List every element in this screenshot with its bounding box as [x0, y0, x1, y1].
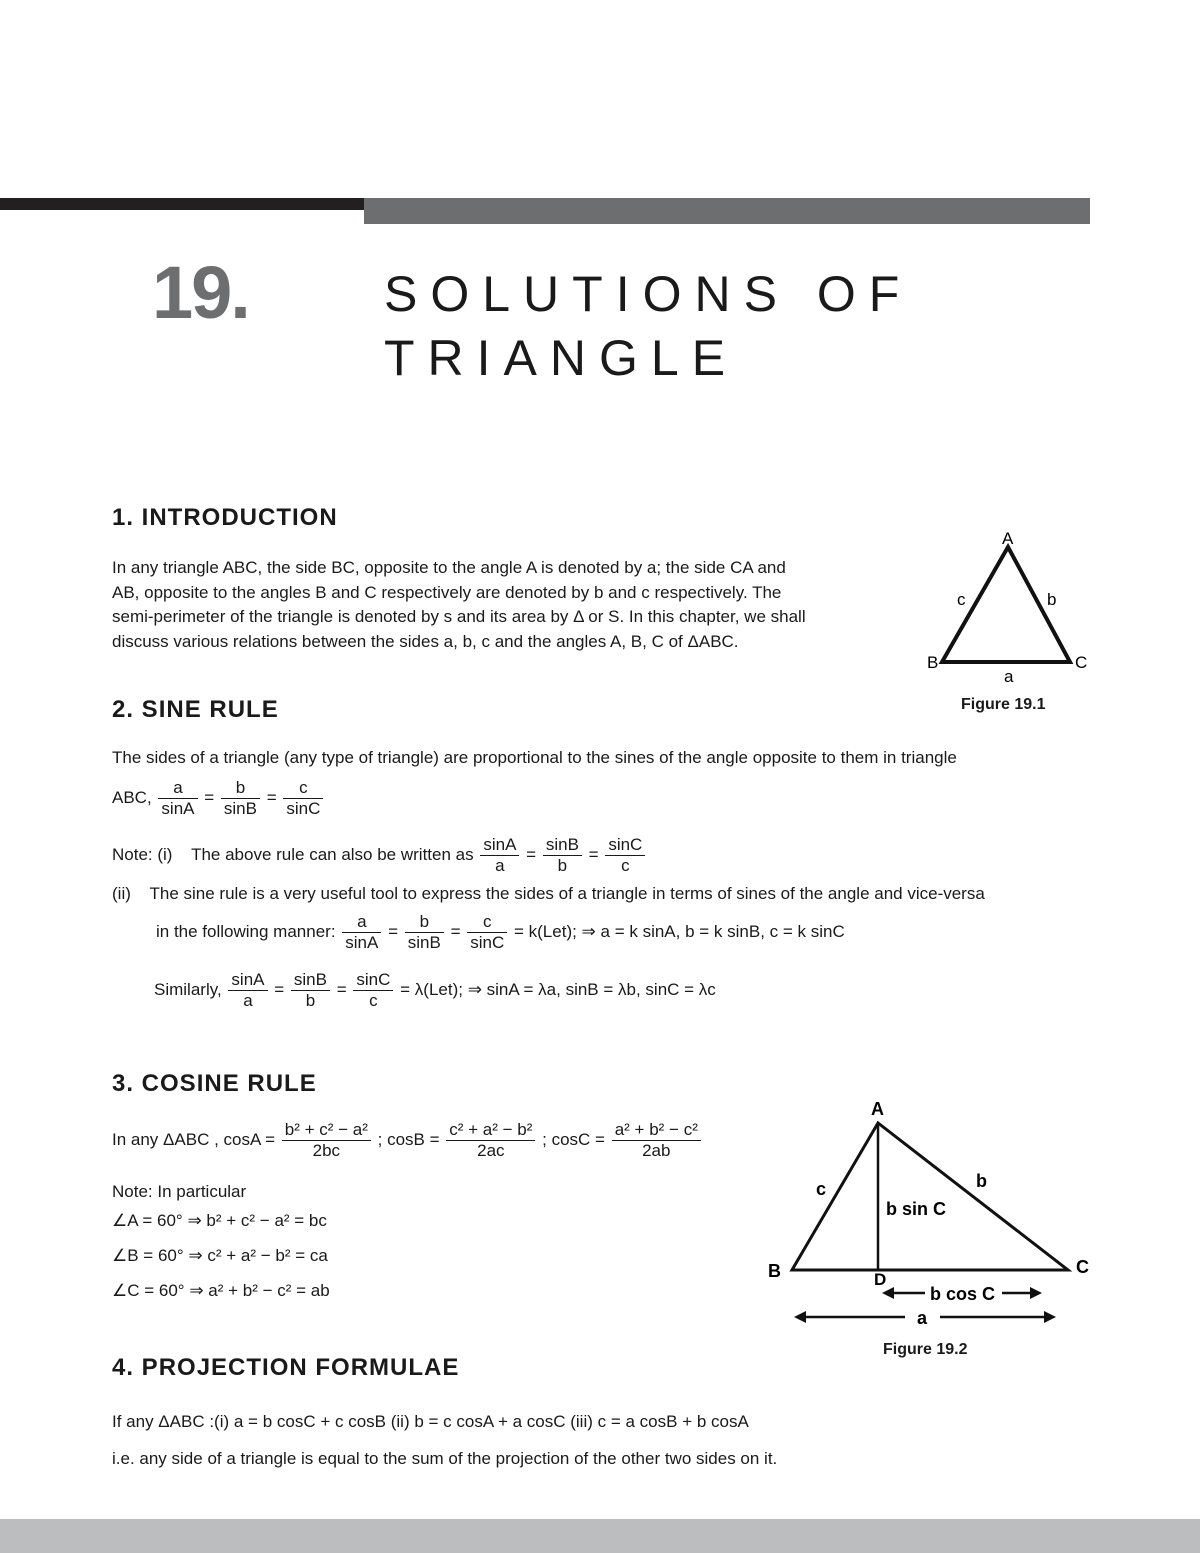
sine-line1: The sides of a triangle (any type of triangle) are proportional to the sines of the angle opposite to them in triangle: [112, 748, 957, 767]
fig1-label-b: b: [1047, 590, 1057, 609]
sine-manner-formula: in the following manner: $\frac{a}{\sin A}$ = $\frac{b}{\sin B}$ = $\frac{c}{\sin C}$ = k(Let); ⇒ a = k sinA, b = k sinB, c = k sinC: [156, 912, 845, 952]
intro-line4: discuss various relations between the sides a, b, c and the angles A, B, C of ΔABC.: [112, 631, 739, 651]
cosine-case-B: ∠B = 60° ⇒ c² + a² − b² = ca: [112, 1246, 328, 1265]
triangle-abc-shape: [792, 1123, 1068, 1270]
fig2-label-C: C: [1076, 1257, 1089, 1277]
sine-abc-label: ABC,: [112, 787, 152, 807]
intro-line2: AB, opposite to the angles B and C respectively are denoted by b and c respectively. The: [112, 582, 782, 602]
note-ii-label: (ii): [112, 884, 131, 903]
cosine-case-A: ∠A = 60° ⇒ b² + c² − a² = bc: [112, 1211, 327, 1230]
cosine-formula: In any ΔABC , cosA = $\frac{\text{b² + c² − a²}}{2bc}$ ; cosB = $\frac{\text{c² + a² − b²}}{2ac}$ ; cosC = $\frac{\text{a² + b² − c²}}{2ab}$: [112, 1120, 703, 1161]
bcosC-arrowhead-right: [1030, 1287, 1042, 1299]
chapter-number: 19.: [152, 251, 249, 334]
fig2-label-D: D: [874, 1270, 887, 1289]
fig2-label-bcosC: b cos C: [930, 1284, 996, 1304]
intro-line3: semi-perimeter of the triangle is denoted by s and its area by Δ or S. In this chapter, we shall: [112, 607, 806, 626]
cosine-case-C: ∠C = 60° ⇒ a² + b² − c² = ab: [112, 1281, 330, 1300]
fraction-c-over-sinC: $\frac{c}{\sin C}$: [283, 778, 323, 819]
header-bar-grey: [364, 198, 1090, 224]
sine-rule-formula: ABC, $\frac{a}{\sin A}$ = $\frac{b}{\sin B}$ = $\frac{c}{\sin C}$: [112, 778, 325, 819]
chapter-title-line1: SOLUTIONS OF: [384, 266, 913, 322]
fig2-label-bsinC: b sin C: [886, 1199, 947, 1219]
note-ii-text: The sine rule is a very useful tool to express the sides of a triangle in terms of sines of the angle and vice-versa: [149, 884, 985, 903]
note-i-label: Note: (i): [112, 844, 173, 864]
sine-heading: 2. SINE RULE: [112, 696, 279, 723]
fig2-label-B: B: [768, 1261, 781, 1281]
cosine-note: Note: In particular: [112, 1182, 247, 1201]
figure-19-1-caption: Figure 19.1: [961, 696, 1046, 713]
fig2-label-b: b: [976, 1171, 987, 1191]
intro-heading: 1. INTRODUCTION: [112, 504, 338, 531]
fraction-a-over-sinA: $\frac{a}{\sin A}$: [158, 778, 197, 819]
fig1-label-c: c: [957, 590, 966, 609]
note-i-text: The above rule can also be written as: [191, 844, 474, 864]
figure-19-1-triangle: [920, 525, 1100, 695]
figure-19-2-triangle: [760, 1095, 1100, 1335]
figure-19-2-caption: Figure 19.2: [883, 1341, 968, 1358]
fig1-label-a: a: [1004, 667, 1014, 686]
fig1-label-A: A: [1002, 529, 1014, 548]
fig2-label-A: A: [871, 1099, 884, 1119]
a-arrowhead-right: [1044, 1311, 1056, 1323]
fraction-b-over-sinB: $\frac{b}{\sin B}$: [221, 778, 260, 819]
sine-note-ii: [112, 882, 985, 906]
fig1-label-B: B: [927, 653, 939, 672]
projection-heading: 4. PROJECTION FORMULAE: [112, 1354, 460, 1381]
intro-line1: In any triangle ABC, the side BC, opposite to the angle A is denoted by a; the side CA and: [112, 558, 786, 577]
chapter-title-line2: TRIANGLE: [384, 330, 739, 386]
cosine-heading: 3. COSINE RULE: [112, 1070, 317, 1097]
fig2-label-c: c: [816, 1179, 827, 1199]
intro-paragraph: [112, 556, 912, 654]
footer-bar: [0, 1519, 1200, 1553]
projection-line2: i.e. any side of a triangle is equal to the sum of the projection of the other two sides on it.: [112, 1449, 778, 1468]
fig1-label-C: C: [1075, 653, 1088, 672]
projection-line1: If any ΔABC :(i) a = b cosC + c cosB (ii) b = c cosA + a cosC (iii) c = a cosB + b cosA: [112, 1412, 749, 1431]
fig2-label-a: a: [917, 1308, 928, 1328]
sine-note-i: Note: (i) The above rule can also be written as $\frac{\sin A}{a}$ = $\frac{\sin B}{b}$ = $\frac{\sin C}{c}$: [112, 835, 647, 876]
a-arrowhead-left: [794, 1311, 806, 1323]
sine-similarly-formula: Similarly, $\frac{\sin A}{a}$ = $\frac{\sin B}{b}$ = $\frac{\sin C}{c}$ = λ(Let); ⇒ sinA = λa, sinB = λb, sinC = λc: [154, 970, 716, 1010]
chapter-title: [384, 262, 912, 390]
header-bar-dark: [0, 198, 364, 210]
